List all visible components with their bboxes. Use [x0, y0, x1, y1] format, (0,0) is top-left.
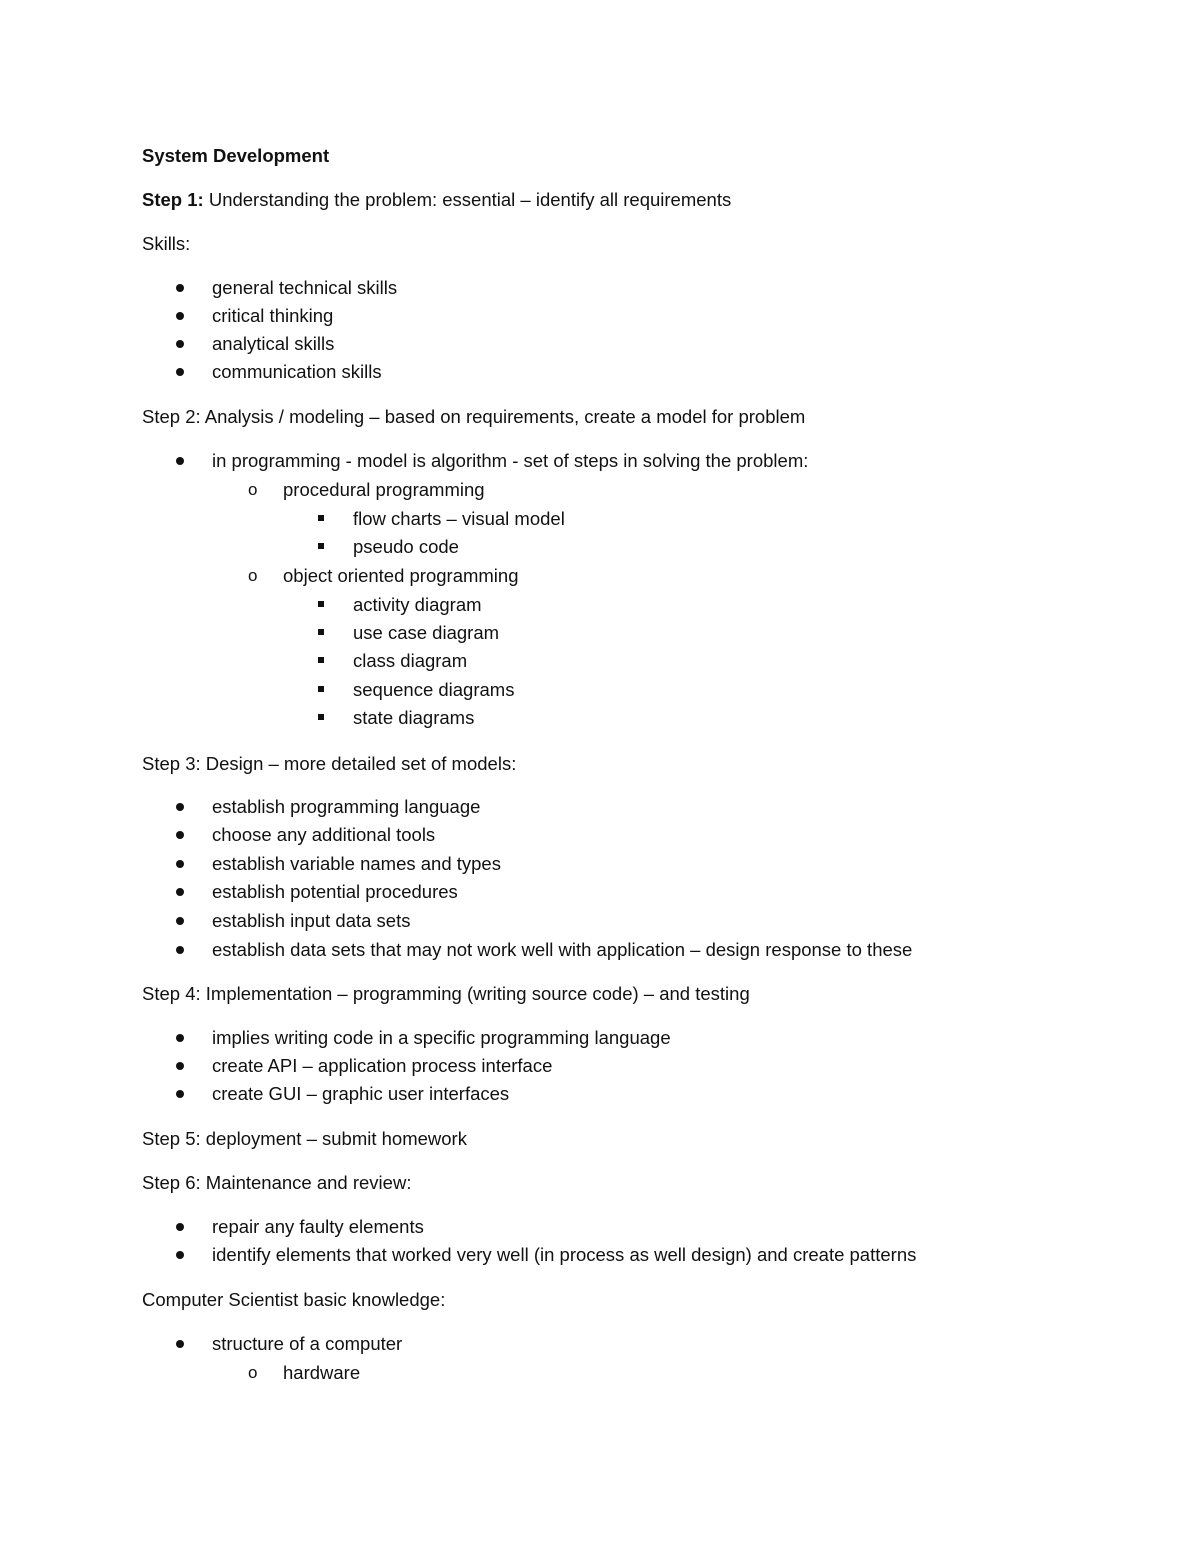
step-5-label: Step 5:: [142, 1128, 201, 1149]
list-item: choose any additional tools: [212, 824, 436, 845]
step-4-label: Step 4:: [142, 983, 201, 1004]
bullet-dot-icon: [176, 312, 184, 320]
bullet-dot-icon: [176, 1223, 184, 1231]
step-6-label: Step 6:: [142, 1172, 201, 1193]
list-item: state diagrams: [353, 707, 475, 728]
list-item: structure of a computer: [212, 1333, 403, 1354]
bullet-dot-icon: [176, 1251, 184, 1259]
list-item: flow charts – visual model: [353, 508, 565, 529]
bullet-dot-icon: [176, 946, 184, 954]
bullet-dot-icon: [176, 860, 184, 868]
bullet-dot-icon: [176, 284, 184, 292]
list-item: create API – application process interface: [212, 1055, 553, 1076]
step-2-label: Step 2:: [142, 406, 201, 427]
step-1-text: Understanding the problem: essential – identify all requirements: [203, 189, 732, 210]
bullet-square-icon: [318, 714, 324, 720]
list-item: class diagram: [353, 650, 468, 671]
skills-heading: Skills:: [142, 233, 191, 254]
step-3: [142, 753, 516, 775]
list-item: repair any faulty elements: [212, 1216, 424, 1237]
bullet-dot-icon: [176, 1062, 184, 1070]
list-item: use case diagram: [353, 622, 500, 643]
bullet-square-icon: [318, 686, 324, 692]
list-item: sequence diagrams: [353, 679, 515, 700]
step-6-text: Maintenance and review:: [200, 1172, 412, 1193]
bullet-square-icon: [318, 543, 324, 549]
bullet-circle-icon: o: [248, 480, 258, 499]
step-5: [142, 1128, 467, 1150]
list-item: establish potential procedures: [212, 881, 458, 902]
step-6: [142, 1172, 411, 1194]
bullet-dot-icon: [176, 917, 184, 925]
step-3-label: Step 3:: [142, 753, 201, 774]
list-item: general technical skills: [212, 277, 398, 298]
bullet-circle-icon: o: [248, 566, 258, 585]
list-item: object oriented programming: [283, 565, 519, 586]
list-item: create GUI – graphic user interfaces: [212, 1083, 510, 1104]
step-4-text: Implementation – programming (writing source code) – and testing: [200, 983, 750, 1004]
list-item: in programming - model is algorithm - set of steps in solving the problem:: [212, 450, 809, 471]
step-1: [142, 189, 731, 211]
bullet-dot-icon: [176, 457, 184, 465]
list-item: establish variable names and types: [212, 853, 501, 874]
list-item: procedural programming: [283, 479, 485, 500]
list-item: activity diagram: [353, 594, 482, 615]
list-item: hardware: [283, 1362, 361, 1383]
bullet-dot-icon: [176, 1340, 184, 1348]
bullet-square-icon: [318, 657, 324, 663]
bullet-dot-icon: [176, 340, 184, 348]
list-item: identify elements that worked very well (in process as well design) and create patterns: [212, 1244, 917, 1265]
list-item: implies writing code in a specific programming language: [212, 1027, 671, 1048]
bullet-dot-icon: [176, 803, 184, 811]
bullet-dot-icon: [176, 1090, 184, 1098]
bullet-dot-icon: [176, 368, 184, 376]
bullet-circle-icon: o: [248, 1363, 258, 1382]
document-title: System Development: [142, 145, 330, 166]
bullet-square-icon: [318, 515, 324, 521]
bullet-square-icon: [318, 601, 324, 607]
list-item: pseudo code: [353, 536, 459, 557]
step-3-text: Design – more detailed set of models:: [200, 753, 517, 774]
list-item: establish programming language: [212, 796, 481, 817]
bullet-dot-icon: [176, 1034, 184, 1042]
step-5-text: deployment – submit homework: [200, 1128, 467, 1149]
step-2: [142, 406, 805, 428]
bullet-square-icon: [318, 629, 324, 635]
bullet-dot-icon: [176, 888, 184, 896]
list-item: analytical skills: [212, 333, 335, 354]
list-item: critical thinking: [212, 305, 334, 326]
list-item: establish input data sets: [212, 910, 411, 931]
list-item: establish data sets that may not work well with application – design response to these: [212, 939, 913, 960]
step-1-label: Step 1:: [142, 189, 204, 210]
step-4: [142, 983, 750, 1005]
bullet-dot-icon: [176, 831, 184, 839]
knowledge-heading: Computer Scientist basic knowledge:: [142, 1289, 446, 1310]
step-2-text: Analysis / modeling – based on requirements, create a model for problem: [200, 406, 806, 427]
list-item: communication skills: [212, 361, 382, 382]
